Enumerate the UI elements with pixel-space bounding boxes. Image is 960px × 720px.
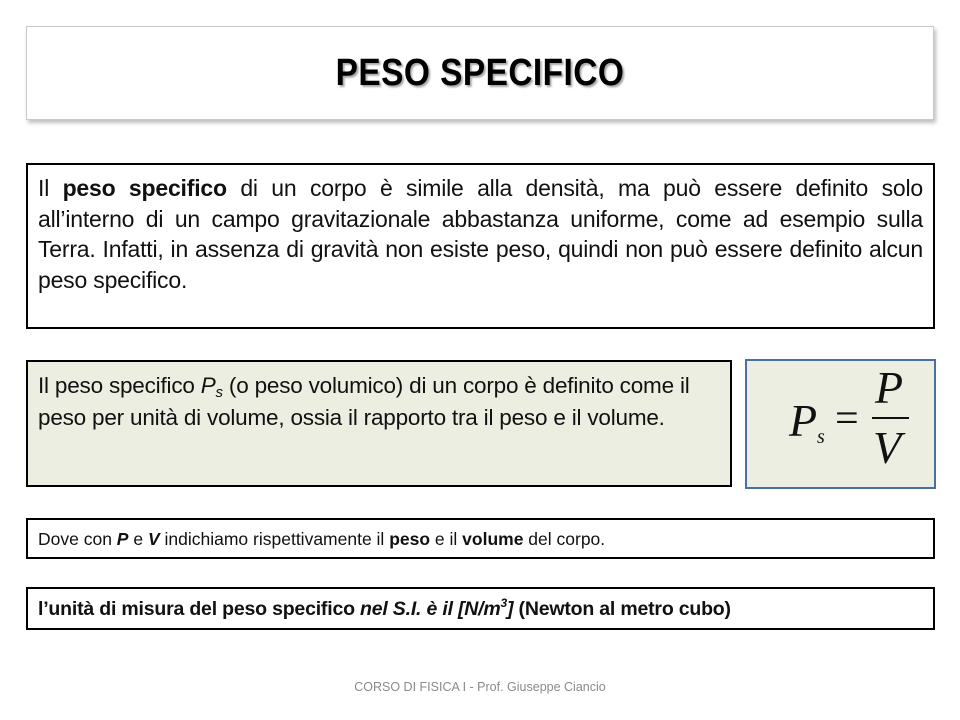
unit-box [26, 587, 935, 630]
unit-text-italic: nel S.I. è il [N/m [360, 598, 501, 620]
title-box [26, 26, 934, 120]
footer: CORSO DI FISICA I - Prof. Giuseppe Ciancio [354, 680, 606, 694]
unit-text: (Newton al metro cubo) [513, 598, 731, 620]
unit-exponent: 3 [500, 596, 508, 610]
note-text: e [128, 529, 148, 549]
variables-note [26, 518, 935, 559]
symbol-p: P [200, 373, 216, 398]
formula-lhs: P [789, 395, 818, 446]
formula-lhs-subscript: s [817, 426, 825, 448]
formula-description [26, 360, 732, 487]
note-text: del corpo. [523, 529, 606, 549]
note-text: e il [430, 529, 463, 549]
note-term-peso: peso [389, 529, 431, 549]
definition-paragraph [26, 163, 935, 329]
note-term-volume: volume [462, 529, 524, 549]
note-symbol-v: V [147, 529, 160, 549]
unit-text: l’unità di misura del peso specifico [38, 598, 361, 620]
formula-numerator: P [875, 362, 904, 413]
formula-box [745, 359, 936, 489]
unit-text-italic: ] [507, 598, 514, 620]
symbol-subscript: s [215, 384, 223, 401]
slide-title: PESO SPECIFICO [335, 51, 625, 94]
paragraph-text: di un corpo è simile alla densità, ma può essere definito solo all’interno di un campo gravitazionale abbastanza uniforme, come ad esempio sulla Terra. Infatti, in assenza di gravità non esiste peso, quindi non può essere definito alcun peso specifico. [38, 175, 923, 293]
note-text: indichiamo rispettivamente il [159, 529, 390, 549]
formula-svg [747, 361, 934, 487]
formula-denominator: V [873, 422, 902, 473]
note-text: Dove con [38, 529, 117, 549]
description-text: (o peso volumico) di un corpo è definito come il peso per unità di volume, ossia il rapporto tra il peso e il volume. [38, 373, 690, 430]
bold-term: peso specifico [62, 175, 227, 201]
description-text: Il peso specifico [38, 373, 201, 398]
formula-equals: = [835, 396, 859, 442]
paragraph-text: Il [38, 175, 63, 201]
note-symbol-p: P [116, 529, 129, 549]
